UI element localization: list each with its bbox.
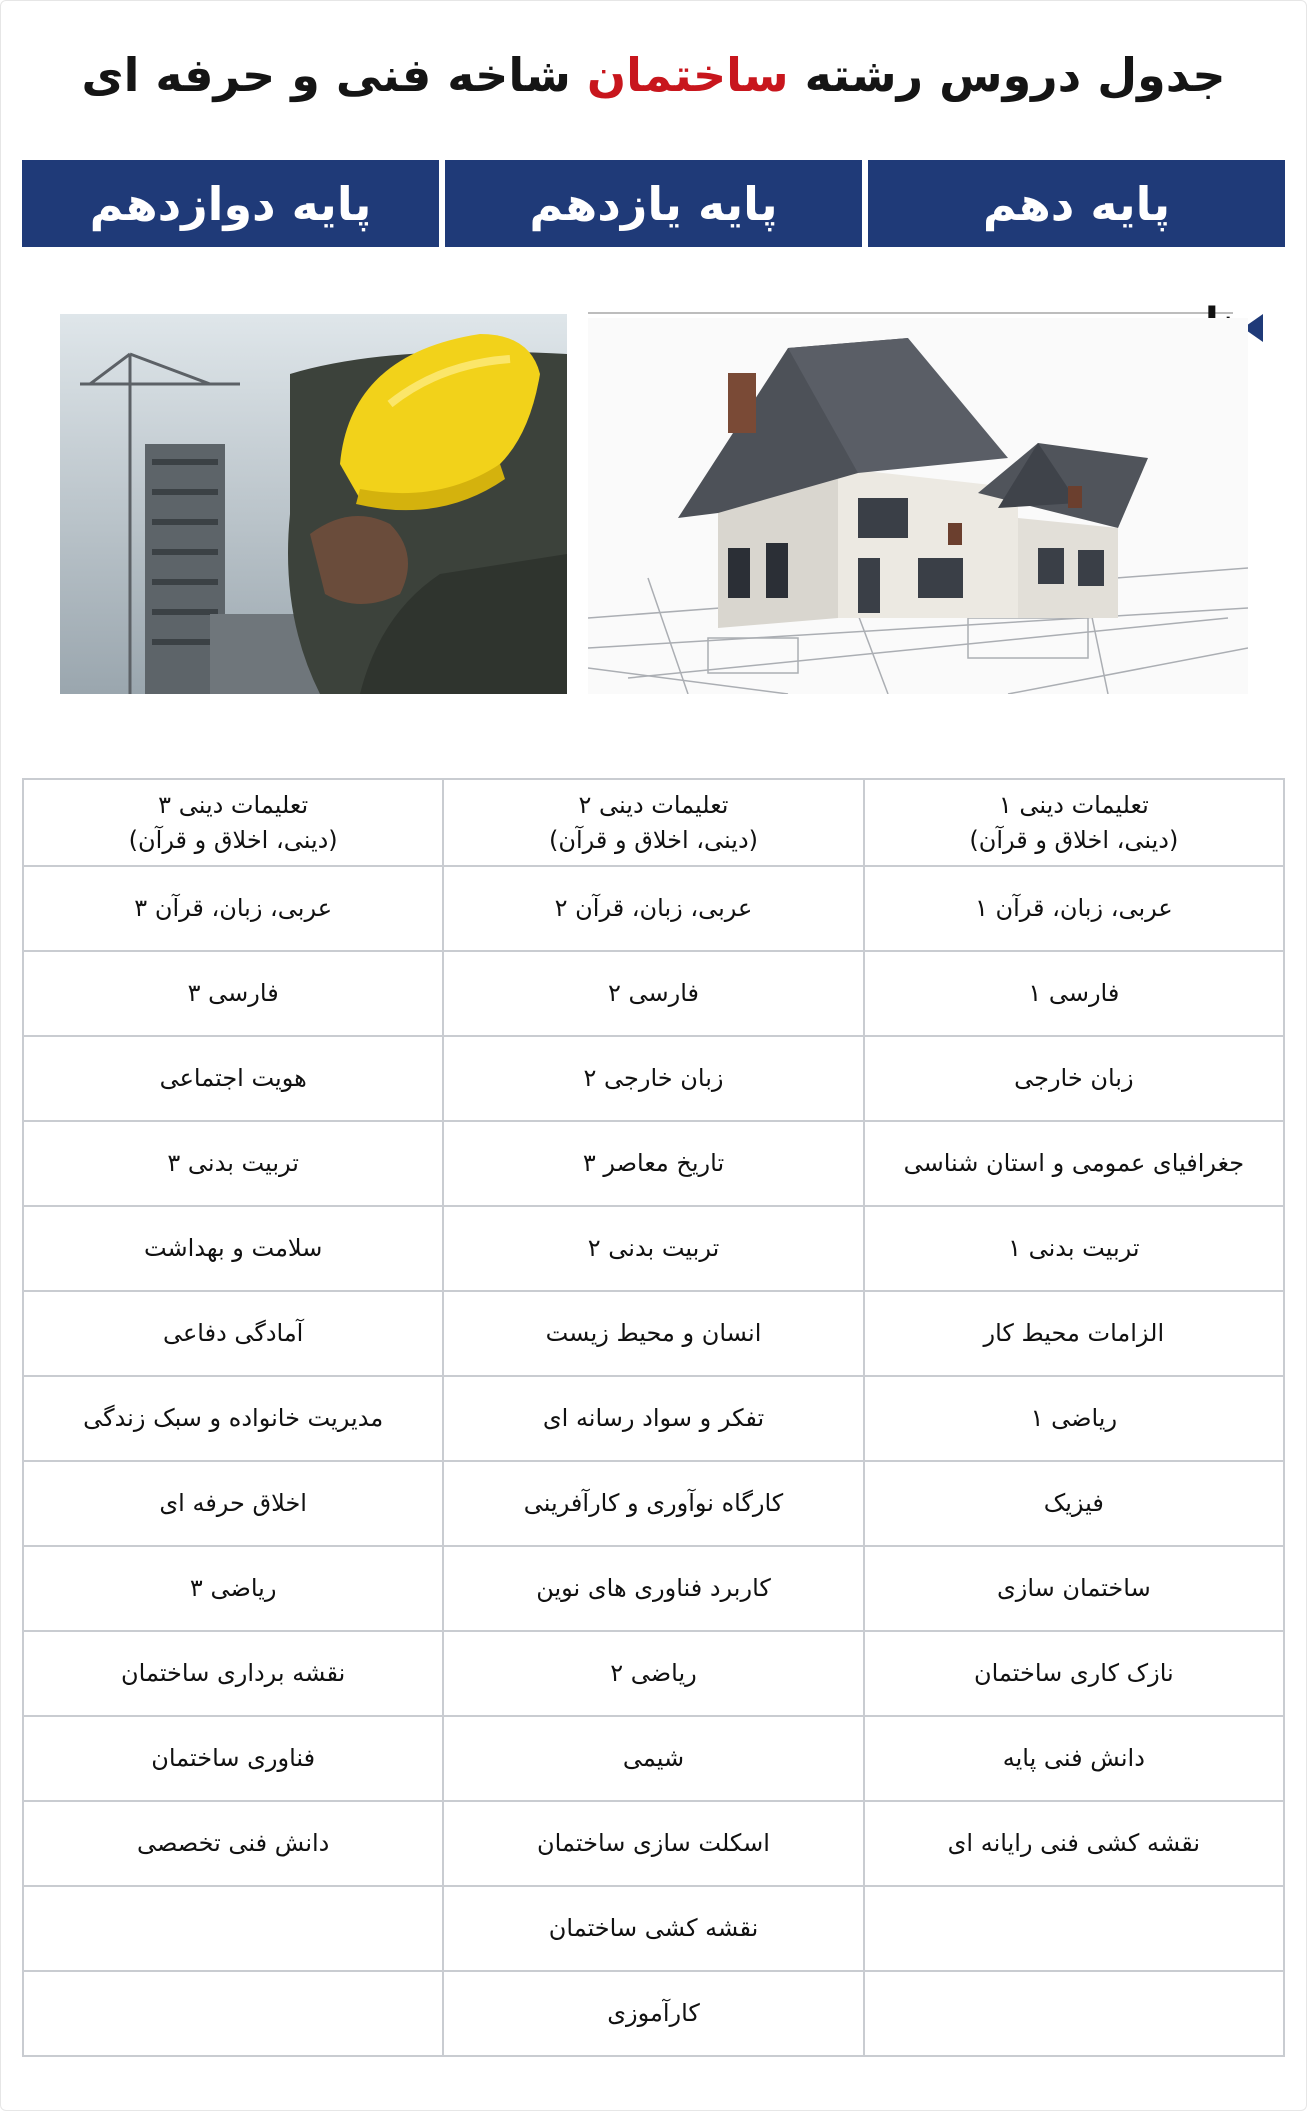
courses-table xyxy=(22,778,1285,2057)
table-cell: الزامات محیط کار xyxy=(864,1291,1284,1376)
table-cell: عربی، زبان، قرآن ۲ xyxy=(443,866,863,951)
table-cell: ریاضی ۱ xyxy=(864,1376,1284,1461)
table-cell: ریاضی ۳ xyxy=(23,1546,443,1631)
table-cell: نقشه کشی ساختمان xyxy=(443,1886,863,1971)
cell-text: تعلیمات دینی ۲ xyxy=(578,790,729,819)
table-cell: دانش فنی پایه xyxy=(864,1716,1284,1801)
cell-subtext: (دینی، اخلاق و قرآن) xyxy=(128,825,338,854)
table-cell: هویت اجتماعی xyxy=(23,1036,443,1121)
table-cell: فیزیک xyxy=(864,1461,1284,1546)
house-image xyxy=(588,318,1248,694)
table-cell: فارسی ۱ xyxy=(864,951,1284,1036)
table-cell: فارسی ۲ xyxy=(443,951,863,1036)
table-cell: تربیت بدنی ۲ xyxy=(443,1206,863,1291)
grade-tabs xyxy=(22,160,1285,247)
table-cell xyxy=(443,779,863,866)
cell-text: تعلیمات دینی ۱ xyxy=(998,790,1149,819)
title-part1: جدول دروس رشته xyxy=(788,48,1226,102)
table-cell: اخلاق حرفه ای xyxy=(23,1461,443,1546)
table-row xyxy=(23,779,1284,866)
table-cell xyxy=(23,779,443,866)
table-cell: نازک کاری ساختمان xyxy=(864,1631,1284,1716)
table-cell: زبان خارجی ۲ xyxy=(443,1036,863,1121)
table-cell xyxy=(864,1971,1284,2056)
table-cell: جغرافیای عمومی و استان شناسی xyxy=(864,1121,1284,1206)
table-row xyxy=(23,866,1284,951)
cell-subtext: (دینی، اخلاق و قرآن) xyxy=(549,825,759,854)
table-cell: ریاضی ۲ xyxy=(443,1631,863,1716)
table-row xyxy=(23,1461,1284,1546)
table-cell: کاربرد فناوری های نوین xyxy=(443,1546,863,1631)
helmet-image xyxy=(60,314,567,694)
table-row xyxy=(23,1206,1284,1291)
table-cell: زبان خارجی xyxy=(864,1036,1284,1121)
table-cell: عربی، زبان، قرآن ۳ xyxy=(23,866,443,951)
cell-subtext: (دینی، اخلاق و قرآن) xyxy=(969,825,1179,854)
table-cell: فارسی ۳ xyxy=(23,951,443,1036)
table-cell: نقشه برداری ساختمان xyxy=(23,1631,443,1716)
table-cell: مدیریت خانواده و سبک زندگی xyxy=(23,1376,443,1461)
table-row xyxy=(23,1886,1284,1971)
table-cell: دانش فنی تخصصی xyxy=(23,1801,443,1886)
page-title xyxy=(0,48,1307,102)
tab-grade-10[interactable]: پایه دهم xyxy=(868,160,1285,247)
cell-text: تعلیمات دینی ۳ xyxy=(158,790,309,819)
table-row xyxy=(23,1546,1284,1631)
table-cell: انسان و محیط زیست xyxy=(443,1291,863,1376)
table-cell: تاریخ معاصر ۳ xyxy=(443,1121,863,1206)
table-cell: کارگاه نوآوری و کارآفرینی xyxy=(443,1461,863,1546)
table-cell: نقشه کشی فنی رایانه ای xyxy=(864,1801,1284,1886)
table-cell: تفکر و سواد رسانه ای xyxy=(443,1376,863,1461)
title-part2: شاخه فنی و حرفه ای xyxy=(81,48,587,102)
table-cell: تربیت بدنی ۱ xyxy=(864,1206,1284,1291)
table-cell: تربیت بدنی ۳ xyxy=(23,1121,443,1206)
table-cell: فناوری ساختمان xyxy=(23,1716,443,1801)
title-highlight: ساختمان xyxy=(586,48,789,102)
table-cell xyxy=(864,779,1284,866)
table-cell: اسکلت سازی ساختمان xyxy=(443,1801,863,1886)
table-cell: کارآموزی xyxy=(443,1971,863,2056)
table-row xyxy=(23,1631,1284,1716)
table-cell: آمادگی دفاعی xyxy=(23,1291,443,1376)
table-row xyxy=(23,1291,1284,1376)
table-cell: سلامت و بهداشت xyxy=(23,1206,443,1291)
table-cell xyxy=(23,1886,443,1971)
table-row xyxy=(23,1716,1284,1801)
table-row xyxy=(23,1971,1284,2056)
table-row xyxy=(23,1801,1284,1886)
tab-grade-12[interactable]: پایه دوازدهم xyxy=(22,160,439,247)
table-cell xyxy=(23,1971,443,2056)
table-row xyxy=(23,1121,1284,1206)
table-row xyxy=(23,951,1284,1036)
table-row xyxy=(23,1376,1284,1461)
table-cell: ساختمان سازی xyxy=(864,1546,1284,1631)
table-cell: عربی، زبان، قرآن ۱ xyxy=(864,866,1284,951)
table-cell: شیمی xyxy=(443,1716,863,1801)
table-cell xyxy=(864,1886,1284,1971)
table-row xyxy=(23,1036,1284,1121)
tab-grade-11[interactable]: پایه یازدهم xyxy=(445,160,862,247)
